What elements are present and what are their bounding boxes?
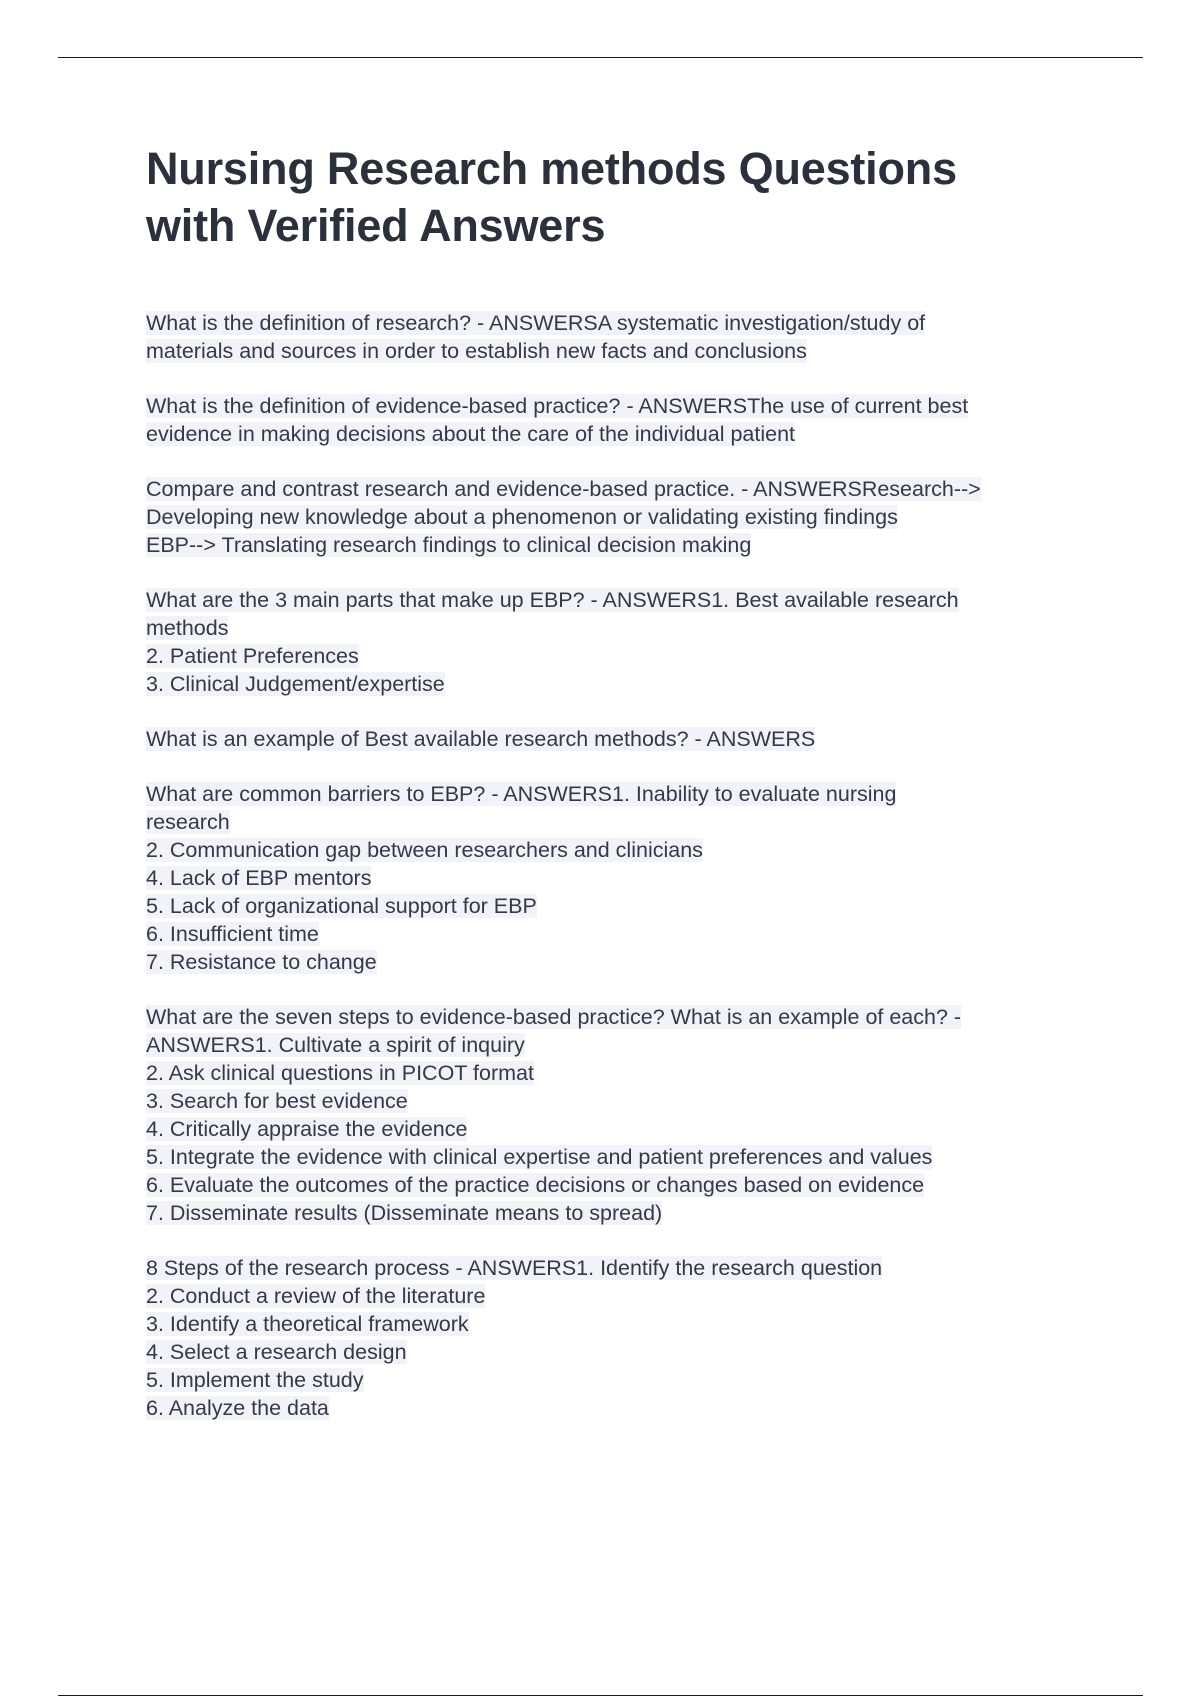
qa-line xyxy=(146,892,1096,920)
qa-line-text: What is the definition of research? - ANSWERSA systematic investigation/study of xyxy=(146,311,926,335)
qa-line-text: materials and sources in order to establish new facts and conclusions xyxy=(146,339,807,363)
qa-item xyxy=(146,309,1096,365)
qa-line-text: 6. Evaluate the outcomes of the practice decisions or changes based on evidence xyxy=(146,1173,925,1197)
qa-line-text: 6. Analyze the data xyxy=(146,1396,329,1420)
qa-line-text: What are common barriers to EBP? - ANSWERS1. Inability to evaluate nursing xyxy=(146,782,897,806)
qa-line xyxy=(146,1003,1096,1031)
qa-line-text: 2. Patient Preferences xyxy=(146,644,359,668)
qa-line-text: What is an example of Best available research methods? - ANSWERS xyxy=(146,727,816,751)
qa-line xyxy=(146,392,1096,420)
qa-line xyxy=(146,1087,1096,1115)
top-rule xyxy=(58,57,1143,58)
qa-line-text: 4. Lack of EBP mentors xyxy=(146,866,372,890)
qa-line-text: 2. Ask clinical questions in PICOT format xyxy=(146,1061,534,1085)
qa-line xyxy=(146,864,1096,892)
qa-line-text: EBP--> Translating research findings to clinical decision making xyxy=(146,533,752,557)
qa-line xyxy=(146,1171,1096,1199)
qa-line-text: 5. Lack of organizational support for EBP xyxy=(146,894,537,918)
qa-line xyxy=(146,725,1096,753)
qa-item xyxy=(146,780,1096,976)
qa-item xyxy=(146,586,1096,698)
qa-line-text: 2. Communication gap between researchers and clinicians xyxy=(146,838,703,862)
qa-line-text: evidence in making decisions about the care of the individual patient xyxy=(146,422,795,446)
qa-line xyxy=(146,337,1096,365)
qa-line xyxy=(146,1143,1096,1171)
title-line: Nursing Research methods Questions xyxy=(146,143,957,194)
qa-line xyxy=(146,920,1096,948)
qa-line xyxy=(146,1031,1096,1059)
bottom-rule xyxy=(58,1695,1143,1696)
qa-line xyxy=(146,642,1096,670)
qa-line-text: Compare and contrast research and evidence-based practice. - ANSWERSResearch--> xyxy=(146,477,981,501)
qa-line xyxy=(146,1115,1096,1143)
qa-line xyxy=(146,836,1096,864)
qa-line-text: research xyxy=(146,810,230,834)
qa-line xyxy=(146,808,1096,836)
qa-line xyxy=(146,475,1096,503)
qa-item xyxy=(146,475,1096,559)
qa-item xyxy=(146,1003,1096,1227)
qa-line-text: What is the definition of evidence-based practice? - ANSWERSThe use of current best xyxy=(146,394,969,418)
qa-line xyxy=(146,420,1096,448)
qa-line-text: methods xyxy=(146,616,229,640)
qa-line xyxy=(146,780,1096,808)
qa-item xyxy=(146,1254,1096,1422)
qa-item xyxy=(146,725,1096,753)
qa-line xyxy=(146,586,1096,614)
qa-line xyxy=(146,670,1096,698)
qa-line xyxy=(146,309,1096,337)
qa-line-text: 3. Search for best evidence xyxy=(146,1089,408,1113)
qa-line-text: 5. Implement the study xyxy=(146,1368,364,1392)
qa-line xyxy=(146,1310,1096,1338)
qa-line-text: 3. Clinical Judgement/expertise xyxy=(146,672,445,696)
document-body xyxy=(146,140,1096,1449)
qa-line-text: 7. Disseminate results (Disseminate means to spread) xyxy=(146,1201,663,1225)
title-line: with Verified Answers xyxy=(146,200,606,251)
qa-line xyxy=(146,1059,1096,1087)
qa-line xyxy=(146,1338,1096,1366)
qa-line-text: What are the 3 main parts that make up EBP? - ANSWERS1. Best available research xyxy=(146,588,959,612)
qa-line-text: 4. Select a research design xyxy=(146,1340,407,1364)
qa-line-text: What are the seven steps to evidence-based practice? What is an example of each? - xyxy=(146,1005,962,1029)
qa-list xyxy=(146,309,1096,1422)
qa-line-text: 2. Conduct a review of the literature xyxy=(146,1284,486,1308)
qa-item xyxy=(146,392,1096,448)
document-title xyxy=(146,140,1096,254)
qa-line xyxy=(146,531,1096,559)
qa-line xyxy=(146,948,1096,976)
qa-line xyxy=(146,1394,1096,1422)
qa-line-text: 8 Steps of the research process - ANSWERS1. Identify the research question xyxy=(146,1256,883,1280)
qa-line-text: ANSWERS1. Cultivate a spirit of inquiry xyxy=(146,1033,525,1057)
qa-line xyxy=(146,1282,1096,1310)
qa-line xyxy=(146,614,1096,642)
qa-line-text: 3. Identify a theoretical framework xyxy=(146,1312,469,1336)
qa-line xyxy=(146,1366,1096,1394)
qa-line-text: 5. Integrate the evidence with clinical expertise and patient preferences and values xyxy=(146,1145,933,1169)
qa-line xyxy=(146,503,1096,531)
qa-line xyxy=(146,1199,1096,1227)
qa-line-text: 7. Resistance to change xyxy=(146,950,377,974)
qa-line xyxy=(146,1254,1096,1282)
qa-line-text: 4. Critically appraise the evidence xyxy=(146,1117,468,1141)
qa-line-text: 6. Insufficient time xyxy=(146,922,319,946)
qa-line-text: Developing new knowledge about a phenomenon or validating existing findings xyxy=(146,505,898,529)
